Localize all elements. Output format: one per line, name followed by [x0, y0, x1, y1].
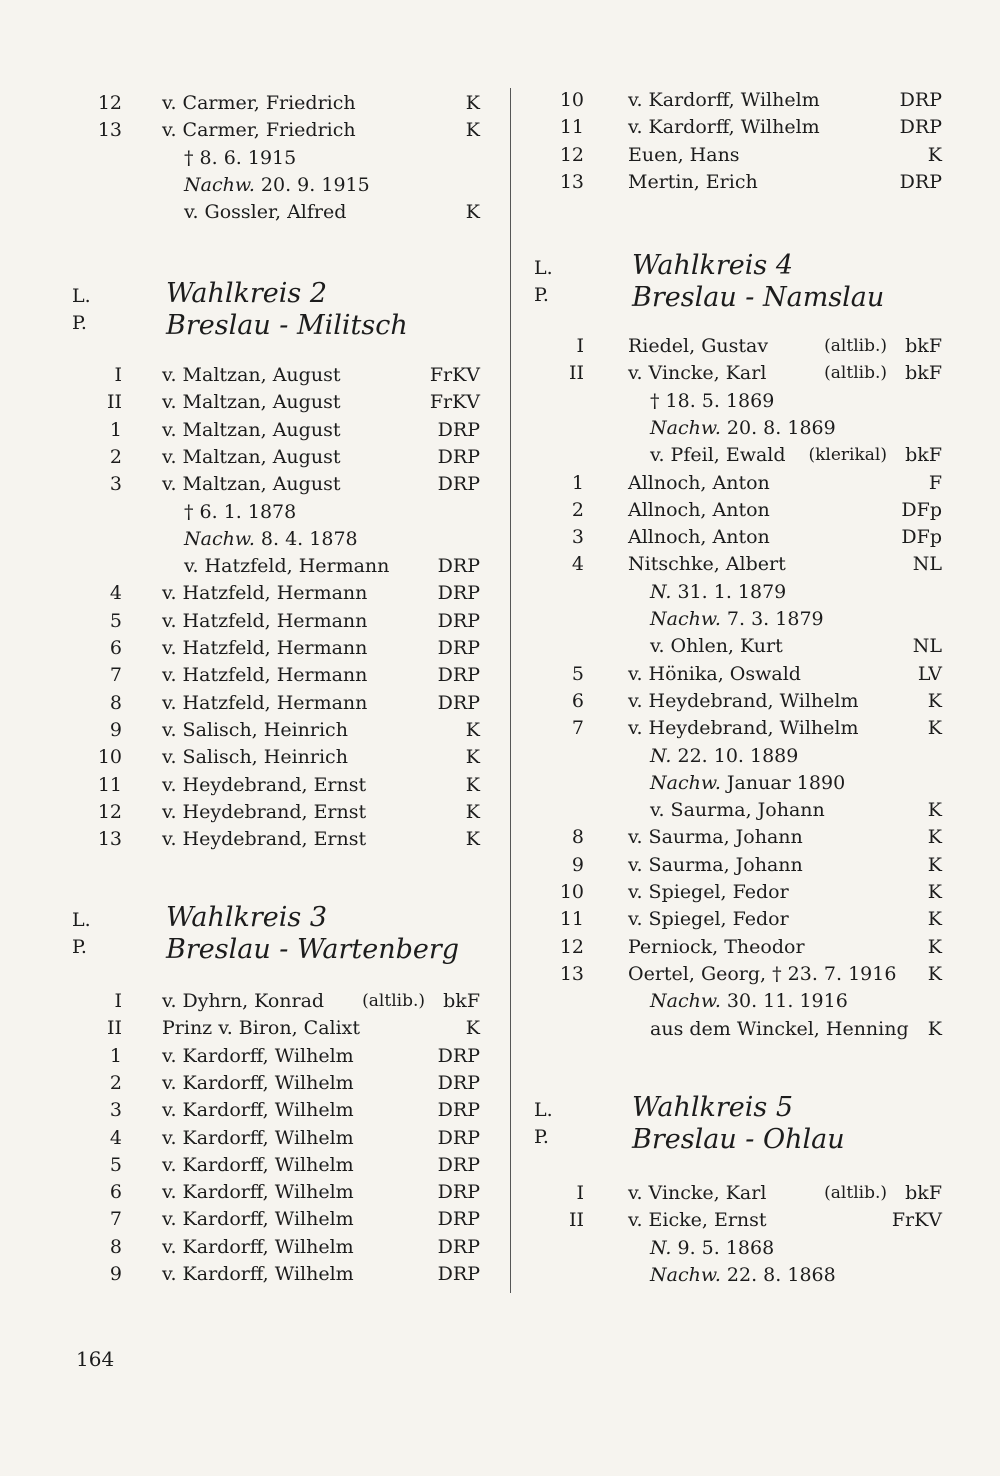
table-row — [0, 988, 1000, 1015]
period-number: 2 — [109, 1071, 122, 1094]
table-row — [0, 1125, 1000, 1152]
period-number: II — [568, 1209, 584, 1232]
member-name: v. Kardorff, Wilhelm — [162, 1071, 354, 1094]
party-label: K — [927, 689, 942, 712]
member-name: Nachw. 22. 8. 1868 — [650, 1263, 836, 1286]
party-label: K — [465, 800, 480, 823]
table-row — [0, 961, 1000, 988]
party-label: DRP — [437, 1181, 480, 1204]
member-name: Nachw. 30. 11. 1916 — [650, 990, 848, 1013]
table-row — [0, 114, 1000, 141]
member-name: v. Maltzan, August — [162, 473, 341, 496]
party-label: K — [927, 962, 942, 985]
table-row — [0, 824, 1000, 851]
table-row — [0, 388, 1000, 415]
member-name: v. Kardorff, Wilhelm — [162, 1263, 354, 1285]
table-row — [0, 879, 1000, 906]
member-name: v. Salisch, Heinrich — [162, 718, 348, 741]
party-label: K — [465, 718, 480, 741]
table-row — [0, 797, 1000, 824]
table-row — [0, 934, 1000, 961]
party-label: DRP — [437, 1099, 480, 1122]
period-number: II — [106, 1017, 122, 1040]
period-number: 2 — [571, 498, 584, 521]
party-label: DRP — [437, 582, 480, 605]
table-row — [0, 1180, 1000, 1207]
member-name: Allnoch, Anton — [628, 526, 770, 549]
party-label: FrKV — [429, 364, 480, 386]
period-number: 2 — [109, 445, 122, 468]
period-number: 1 — [109, 418, 122, 441]
party-label: K — [927, 881, 942, 903]
member-name: v. Carmer, Friedrich — [162, 119, 356, 142]
period-number: 9 — [571, 853, 584, 876]
member-name: v. Ohlen, Kurt — [650, 635, 783, 658]
period-number: 3 — [109, 1099, 122, 1122]
member-name: v. Heydebrand, Ernst — [162, 773, 367, 796]
table-row — [0, 470, 1000, 497]
table-row — [0, 199, 1000, 226]
member-name: v. Gossler, Alfred — [184, 201, 347, 224]
period-number: 9 — [109, 718, 122, 741]
member-name: v. Vincke, Karl — [628, 1182, 767, 1204]
district-subtitle: Breslau - Militsch — [166, 310, 408, 341]
party-label: DRP — [437, 418, 480, 441]
party-label: K — [927, 799, 942, 822]
member-name: v. Hatzfeld, Hermann — [184, 555, 390, 578]
period-number: 12 — [97, 92, 122, 114]
district-subtitle: Breslau - Namslau — [632, 282, 885, 313]
member-name: Oertel, Georg, † 23. 7. 1916 — [628, 962, 897, 985]
party-label: DRP — [437, 473, 480, 496]
party-label: DRP — [437, 1126, 480, 1149]
period-number: 6 — [571, 689, 584, 712]
party-label: K — [927, 717, 942, 740]
table-row — [0, 524, 1000, 551]
party-label: DRP — [437, 445, 480, 468]
page-number: 164 — [76, 1347, 115, 1371]
period-number: 8 — [109, 1235, 122, 1258]
period-number: 1 — [109, 1044, 122, 1067]
member-name: † 6. 1. 1878 — [184, 500, 297, 523]
party-label: DRP — [899, 116, 942, 139]
table-row — [0, 333, 1000, 360]
district-subtitle: Breslau - Wartenberg — [166, 934, 460, 965]
period-number: II — [568, 362, 584, 385]
member-name: v. Kardorff, Wilhelm — [162, 1099, 354, 1122]
member-name: N. 22. 10. 1889 — [650, 744, 799, 767]
affiliation-note: (altlib.) — [824, 363, 887, 384]
district-title: Wahlkreis 3 — [166, 902, 328, 933]
party-label: NL — [912, 553, 942, 576]
table-row — [0, 852, 1000, 879]
period-number: 4 — [109, 1126, 122, 1149]
district-title: Wahlkreis 4 — [632, 250, 794, 281]
table-row — [0, 906, 1000, 933]
period-number: 8 — [109, 691, 122, 714]
member-name: v. Pfeil, Ewald — [650, 444, 786, 467]
period-number: 13 — [559, 962, 584, 985]
party-label: DRP — [437, 1044, 480, 1067]
party-label: K — [927, 853, 942, 876]
party-label: DFp — [901, 526, 942, 549]
district-title: Wahlkreis 2 — [166, 278, 328, 309]
table-row — [0, 551, 1000, 578]
table-row — [0, 360, 1000, 387]
district-subtitle: Breslau - Ohlau — [632, 1124, 845, 1155]
member-name: v. Saurma, Johann — [628, 853, 803, 876]
member-name: v. Saurma, Johann — [628, 826, 803, 849]
member-name: v. Heydebrand, Ernst — [162, 800, 367, 823]
period-number: 12 — [559, 935, 584, 958]
affiliation-note: (altlib.) — [824, 336, 887, 356]
party-label: K — [465, 746, 480, 769]
period-number: 4 — [571, 553, 584, 576]
table-row — [0, 579, 1000, 606]
party-label: DFp — [901, 498, 942, 521]
member-name: v. Salisch, Heinrich — [162, 746, 348, 769]
period-number: 10 — [559, 89, 584, 111]
member-name: † 18. 5. 1869 — [650, 389, 775, 412]
period-number: 9 — [109, 1263, 122, 1285]
member-name: Allnoch, Anton — [628, 471, 770, 494]
member-name: Mertin, Erich — [628, 170, 758, 193]
member-name: v. Hatzfeld, Hermann — [162, 582, 368, 605]
district-title: Wahlkreis 5 — [632, 1092, 794, 1123]
member-name: v. Kardorff, Wilhelm — [162, 1208, 354, 1231]
party-label: DRP — [899, 89, 942, 111]
table-row — [0, 142, 1000, 169]
party-label: DRP — [437, 1208, 480, 1231]
period-number: 11 — [559, 908, 584, 931]
table-row — [0, 497, 1000, 524]
table-row — [0, 770, 1000, 797]
table-row — [0, 1235, 1000, 1262]
party-label: bkF — [905, 1182, 942, 1204]
affiliation-note: (altlib.) — [362, 991, 425, 1011]
table-row — [0, 415, 1000, 442]
table-row — [0, 442, 1000, 469]
party-label: DRP — [437, 555, 480, 578]
member-name: Euen, Hans — [628, 143, 740, 166]
party-label: F — [928, 471, 942, 494]
period-number: 8 — [571, 826, 584, 849]
member-name: v. Maltzan, August — [162, 445, 341, 468]
member-name: v. Spiegel, Fedor — [628, 908, 789, 931]
table-row — [0, 661, 1000, 688]
member-name: Nachw. 8. 4. 1878 — [184, 527, 358, 550]
party-label: bkF — [443, 990, 480, 1012]
period-number: 11 — [559, 116, 584, 139]
member-name: v. Kardorff, Wilhelm — [162, 1126, 354, 1149]
member-name: v. Maltzan, August — [162, 391, 341, 414]
party-label: bkF — [905, 335, 942, 357]
table-row — [0, 1262, 1000, 1289]
member-name: Allnoch, Anton — [628, 498, 770, 521]
party-label: DRP — [437, 1235, 480, 1258]
period-number: 6 — [109, 637, 122, 659]
member-name: v. Vincke, Karl — [628, 362, 767, 385]
member-name: v. Heydebrand, Wilhelm — [628, 717, 859, 740]
period-number: I — [114, 990, 122, 1012]
party-label: K — [927, 826, 942, 849]
member-name: Nachw. 7. 3. 1879 — [650, 608, 824, 630]
member-name: v. Eicke, Ernst — [628, 1209, 767, 1232]
period-number: 13 — [97, 119, 122, 142]
member-name: v. Hatzfeld, Hermann — [162, 637, 368, 659]
member-name: v. Kardorff, Wilhelm — [162, 1181, 354, 1204]
lp-header: L. P. — [72, 285, 91, 334]
member-name: v. Carmer, Friedrich — [162, 92, 356, 114]
member-name: v. Hatzfeld, Hermann — [162, 691, 368, 714]
member-name: Riedel, Gustav — [628, 335, 769, 357]
member-name: v. Dyhrn, Konrad — [162, 990, 325, 1012]
member-name: Prinz v. Biron, Calixt — [162, 1017, 361, 1040]
table-row — [0, 1070, 1000, 1097]
party-label: K — [465, 773, 480, 796]
table-row — [0, 1043, 1000, 1070]
party-label: DRP — [437, 664, 480, 687]
member-name: v. Kardorff, Wilhelm — [162, 1153, 354, 1176]
table-row — [0, 1152, 1000, 1179]
member-name: Nachw. Januar 1890 — [650, 771, 846, 794]
period-number: 13 — [97, 828, 122, 851]
party-label: K — [465, 1017, 480, 1040]
member-name: Nachw. 20. 9. 1915 — [184, 173, 370, 196]
member-name: N. 9. 5. 1868 — [650, 1236, 775, 1259]
party-label: DRP — [437, 1263, 480, 1285]
member-name: Perniock, Theodor — [628, 935, 805, 958]
period-number: 10 — [559, 881, 584, 903]
period-number: 7 — [109, 1208, 122, 1231]
member-name: v. Heydebrand, Ernst — [162, 828, 367, 851]
period-number: 7 — [109, 664, 122, 687]
party-label: bkF — [905, 362, 942, 385]
period-number: 3 — [571, 526, 584, 549]
lp-header: L. P. — [534, 1099, 553, 1148]
table-row — [0, 715, 1000, 742]
member-name: v. Kardorff, Wilhelm — [628, 116, 820, 139]
period-number: 11 — [97, 773, 122, 796]
period-number: 5 — [109, 1153, 122, 1176]
period-number: 4 — [109, 582, 122, 605]
table-row — [0, 1016, 1000, 1043]
party-label: DRP — [437, 609, 480, 632]
period-number: 10 — [97, 746, 122, 769]
member-name: v. Kardorff, Wilhelm — [162, 1235, 354, 1258]
member-name: v. Spiegel, Fedor — [628, 881, 789, 903]
period-number: 13 — [559, 170, 584, 193]
member-name: Nitschke, Albert — [628, 553, 786, 576]
party-label: bkF — [905, 444, 942, 467]
period-number: I — [114, 364, 122, 386]
member-name: v. Maltzan, August — [162, 418, 341, 441]
member-name: N. 31. 1. 1879 — [650, 580, 787, 603]
period-number: I — [576, 335, 584, 357]
member-name: v. Hatzfeld, Hermann — [162, 609, 368, 632]
party-label: DRP — [437, 1071, 480, 1094]
party-label: FrKV — [429, 391, 480, 414]
party-label: NL — [912, 635, 942, 658]
party-label: K — [465, 201, 480, 224]
member-name: v. Hatzfeld, Hermann — [162, 664, 368, 687]
period-number: 6 — [109, 1181, 122, 1204]
table-row — [0, 688, 1000, 715]
member-name: v. Saurma, Johann — [650, 799, 825, 822]
party-label: K — [927, 935, 942, 958]
member-name: v. Maltzan, August — [162, 364, 341, 386]
period-number: II — [106, 391, 122, 414]
member-name: v. Kardorff, Wilhelm — [162, 1044, 354, 1067]
party-label: K — [927, 1017, 942, 1040]
party-label: K — [465, 119, 480, 142]
member-name: † 8. 6. 1915 — [184, 146, 297, 169]
period-number: 7 — [571, 717, 584, 740]
party-label: DRP — [899, 170, 942, 193]
party-label: DRP — [437, 1153, 480, 1176]
table-row — [0, 1207, 1000, 1234]
period-number: 12 — [559, 143, 584, 166]
period-number: 1 — [571, 471, 584, 494]
member-name: v. Heydebrand, Wilhelm — [628, 689, 859, 712]
member-name: Nachw. 20. 8. 1869 — [650, 416, 836, 439]
lp-header: L. P. — [534, 257, 553, 306]
table-row — [0, 633, 1000, 660]
member-name: v. Hönika, Oswald — [628, 662, 801, 685]
party-label: K — [465, 828, 480, 851]
table-row — [0, 169, 1000, 196]
member-name: aus dem Winckel, Henning — [650, 1017, 909, 1040]
party-label: K — [465, 92, 480, 114]
party-label: LV — [917, 662, 942, 685]
lp-header: L. P. — [72, 909, 91, 958]
member-name: v. Kardorff, Wilhelm — [628, 89, 820, 111]
period-number: 12 — [97, 800, 122, 823]
table-row — [0, 1097, 1000, 1124]
party-label: FrKV — [891, 1209, 942, 1232]
party-label: DRP — [437, 691, 480, 714]
affiliation-note: (altlib.) — [824, 1183, 887, 1203]
period-number: 5 — [109, 609, 122, 632]
affiliation-note: (klerikal) — [808, 445, 887, 466]
party-label: K — [927, 143, 942, 166]
party-label: K — [927, 908, 942, 931]
period-number: 5 — [571, 662, 584, 685]
table-row — [0, 743, 1000, 770]
table-row — [0, 87, 1000, 114]
period-number: I — [576, 1182, 584, 1204]
party-label: DRP — [437, 637, 480, 659]
table-row — [0, 606, 1000, 633]
period-number: 3 — [109, 473, 122, 496]
